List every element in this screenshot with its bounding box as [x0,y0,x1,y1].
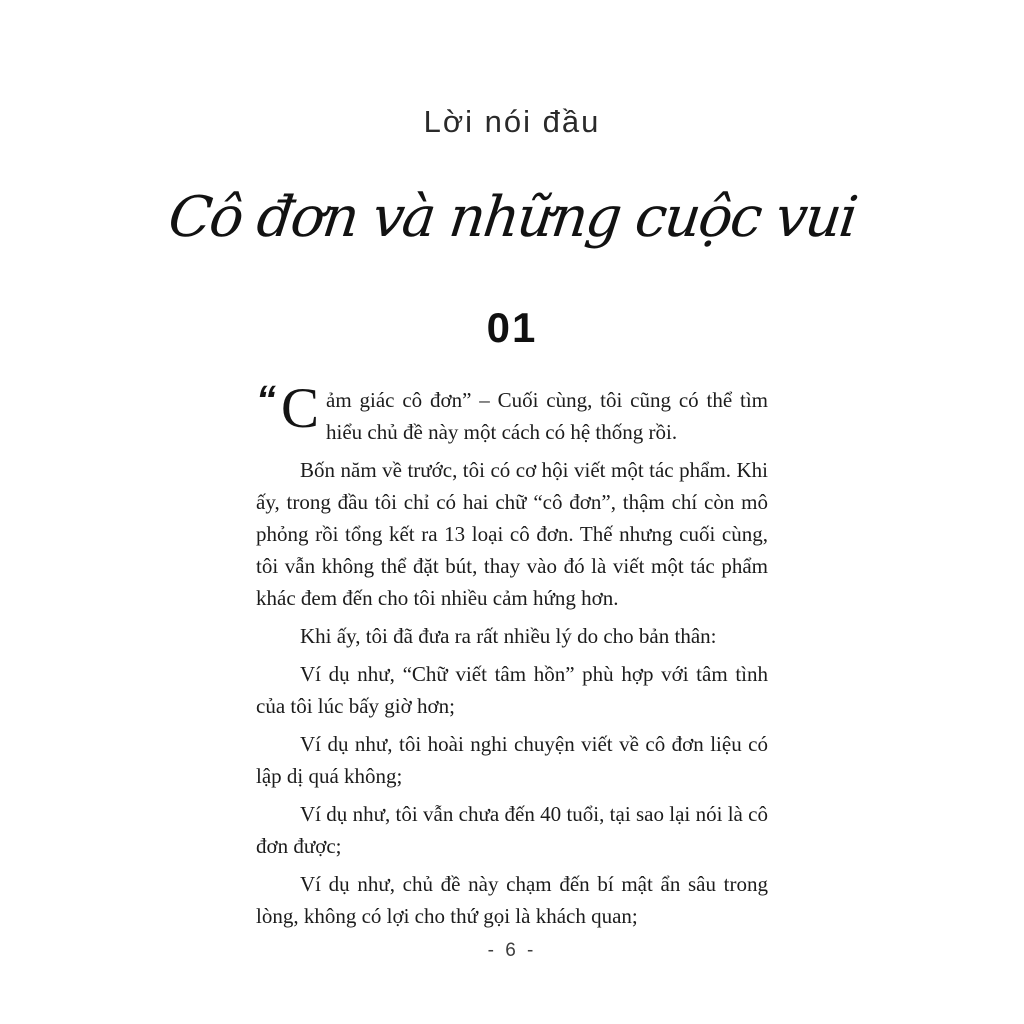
body-paragraph: Bốn năm về trước, tôi có cơ hội viết một tác phẩm. Khi ấy, trong đầu tôi chỉ có hai chữ “cô đơn”, thậm chí còn mô phỏng rồi tổng kết ra 13 loại cô đơn. Thế nhưng cuối cùng, tôi vẫn không thể đặt bút, thay vào đó là viết một tác phẩm khác đem đến cho tôi nhiều cảm hứng hơn. [256,458,768,610]
page-number: - 6 - [487,940,537,961]
chapter-number: 01 [486,304,538,351]
body-paragraph: Ví dụ như, chủ đề này chạm đến bí mật ẩn sâu trong lòng, không có lợi cho thứ gọi là khách quan; [256,872,768,928]
body-text-column [256,377,768,932]
drop-cap: C [281,377,320,440]
opening-paragraph-text: ảm giác cô đơn” – Cuối cùng, tôi cũng có thể tìm hiểu chủ đề này một cách có hệ thống rồi. [326,388,768,444]
body-paragraph: Ví dụ như, “Chữ viết tâm hồn” phù hợp với tâm tình của tôi lúc bấy giờ hơn; [256,662,768,718]
body-paragraph: Ví dụ như, tôi vẫn chưa đến 40 tuổi, tại sao lại nói là cô đơn được; [256,802,768,858]
script-title-wrap [0,170,1024,266]
script-title: Cô đơn và những cuộc vui [164,185,860,250]
body-paragraph: Ví dụ như, tôi hoài nghi chuyện viết về cô đơn liệu có lập dị quá không; [256,732,768,788]
opening-paragraph [256,377,768,448]
body-paragraph: Khi ấy, tôi đã đưa ra rất nhiều lý do cho bản thân: [300,624,717,648]
opening-quote-mark: “ [256,378,276,422]
preface-heading: Lời nói đầu [423,104,601,139]
